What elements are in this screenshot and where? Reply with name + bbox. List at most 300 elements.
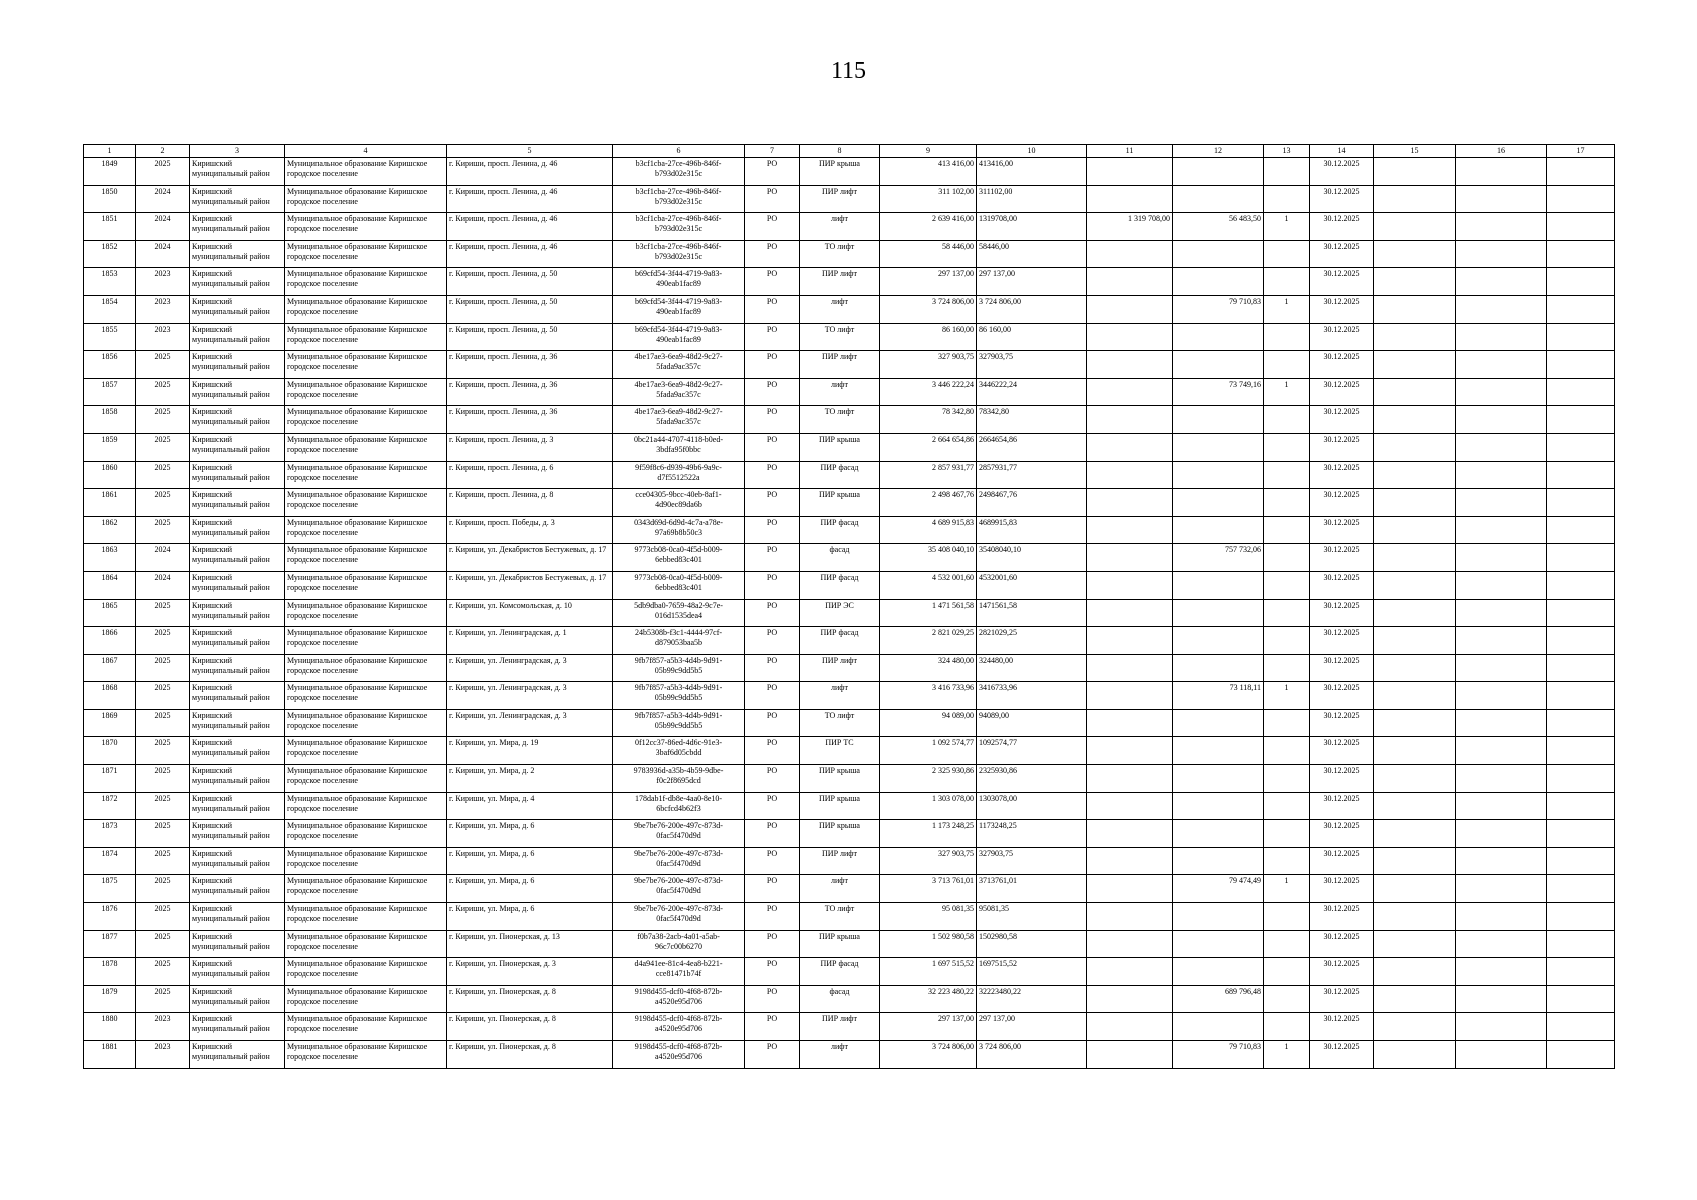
cell-district: Киришский муниципальный район	[190, 1041, 285, 1069]
cell-year: 2025	[136, 709, 190, 737]
cell-col-13	[1264, 461, 1310, 489]
cell-year: 2025	[136, 847, 190, 875]
cell-col-16	[1456, 1041, 1547, 1069]
cell-work-type: ПИР фасад	[800, 516, 880, 544]
cell-total-cost: 3 724 806,00	[880, 1041, 977, 1069]
cell-year: 2025	[136, 378, 190, 406]
cell-col-13	[1264, 158, 1310, 186]
cell-guid: b69cfd54-3f44-4719-9a83-490eab1fac89	[613, 268, 745, 296]
cell-work-type: ПИР лифт	[800, 847, 880, 875]
register-table	[83, 144, 1615, 1069]
cell-col-17	[1547, 516, 1615, 544]
cell-col-13	[1264, 351, 1310, 379]
cell-col-12	[1173, 654, 1264, 682]
cell-address: г. Кириши, ул. Пионерская, д. 8	[447, 1013, 613, 1041]
cell-municipality: Муниципальное образование Киришское городское поселение	[285, 654, 447, 682]
cell-col-16	[1456, 213, 1547, 241]
cell-deadline: 30.12.2025	[1310, 737, 1374, 765]
cell-col-16	[1456, 378, 1547, 406]
cell-deadline: 30.12.2025	[1310, 571, 1374, 599]
cell-guid: 9773cb08-0ca0-4f5d-b009-6ebbed83c401	[613, 571, 745, 599]
cell-cost-value: 2821029,25	[977, 627, 1087, 655]
table-row	[84, 627, 1615, 655]
cell-municipality: Муниципальное образование Киришское городское поселение	[285, 1041, 447, 1069]
cell-district: Киришский муниципальный район	[190, 240, 285, 268]
cell-row-number: 1879	[84, 985, 136, 1013]
cell-col-16	[1456, 571, 1547, 599]
cell-col-16	[1456, 516, 1547, 544]
cell-work-type: ПИР крыша	[800, 792, 880, 820]
cell-program: РО	[745, 627, 800, 655]
cell-program: РО	[745, 158, 800, 186]
cell-col-17	[1547, 627, 1615, 655]
cell-cost-value: 297 137,00	[977, 268, 1087, 296]
cell-program: РО	[745, 295, 800, 323]
column-header-3: 3	[190, 145, 285, 158]
cell-municipality: Муниципальное образование Киришское городское поселение	[285, 323, 447, 351]
cell-col-15	[1374, 351, 1456, 379]
cell-row-number: 1878	[84, 958, 136, 986]
cell-row-number: 1880	[84, 1013, 136, 1041]
cell-col-16	[1456, 433, 1547, 461]
cell-address: г. Кириши, ул. Пионерская, д. 3	[447, 958, 613, 986]
cell-col-17	[1547, 406, 1615, 434]
cell-col-12: 56 483,50	[1173, 213, 1264, 241]
cell-district: Киришский муниципальный район	[190, 378, 285, 406]
cell-address: г. Кириши, просп. Ленина, д. 50	[447, 295, 613, 323]
cell-row-number: 1854	[84, 295, 136, 323]
cell-guid: 24b5308b-f3c1-4444-97cf-d879053baa5b	[613, 627, 745, 655]
cell-district: Киришский муниципальный район	[190, 765, 285, 793]
header-row	[84, 145, 1615, 158]
cell-col-15	[1374, 930, 1456, 958]
cell-row-number: 1869	[84, 709, 136, 737]
cell-municipality: Муниципальное образование Киришское городское поселение	[285, 433, 447, 461]
cell-col-17	[1547, 903, 1615, 931]
cell-total-cost: 327 903,75	[880, 351, 977, 379]
table-row	[84, 544, 1615, 572]
cell-district: Киришский муниципальный район	[190, 820, 285, 848]
cell-col-12	[1173, 903, 1264, 931]
cell-col-13	[1264, 544, 1310, 572]
cell-col-12	[1173, 792, 1264, 820]
cell-deadline: 30.12.2025	[1310, 185, 1374, 213]
cell-year: 2024	[136, 571, 190, 599]
cell-col-15	[1374, 820, 1456, 848]
cell-district: Киришский муниципальный район	[190, 1013, 285, 1041]
cell-cost-value: 1697515,52	[977, 958, 1087, 986]
column-header-12: 12	[1173, 145, 1264, 158]
cell-work-type: ПИР крыша	[800, 820, 880, 848]
cell-guid: 0343d69d-6d9d-4c7a-a78e-97a69b8b50c3	[613, 516, 745, 544]
cell-total-cost: 3 446 222,24	[880, 378, 977, 406]
cell-cost-value: 1092574,77	[977, 737, 1087, 765]
cell-col-12	[1173, 709, 1264, 737]
cell-row-number: 1875	[84, 875, 136, 903]
cell-total-cost: 1 502 980,58	[880, 930, 977, 958]
cell-row-number: 1863	[84, 544, 136, 572]
cell-cost-value: 3713761,01	[977, 875, 1087, 903]
cell-col-11	[1087, 378, 1173, 406]
cell-total-cost: 1 173 248,25	[880, 820, 977, 848]
cell-guid: 9198d455-dcf0-4f68-872b-a4520e95d706	[613, 1013, 745, 1041]
cell-deadline: 30.12.2025	[1310, 875, 1374, 903]
cell-deadline: 30.12.2025	[1310, 433, 1374, 461]
cell-address: г. Кириши, просп. Ленина, д. 50	[447, 323, 613, 351]
cell-district: Киришский муниципальный район	[190, 571, 285, 599]
cell-municipality: Муниципальное образование Киришское городское поселение	[285, 516, 447, 544]
cell-total-cost: 32 223 480,22	[880, 985, 977, 1013]
cell-col-16	[1456, 765, 1547, 793]
cell-cost-value: 3 724 806,00	[977, 1041, 1087, 1069]
table-row	[84, 792, 1615, 820]
cell-municipality: Муниципальное образование Киришское городское поселение	[285, 875, 447, 903]
cell-col-11	[1087, 268, 1173, 296]
cell-row-number: 1858	[84, 406, 136, 434]
cell-deadline: 30.12.2025	[1310, 792, 1374, 820]
cell-deadline: 30.12.2025	[1310, 682, 1374, 710]
table-row	[84, 240, 1615, 268]
cell-work-type: ПИР крыша	[800, 433, 880, 461]
cell-deadline: 30.12.2025	[1310, 958, 1374, 986]
cell-work-type: ПИР лифт	[800, 268, 880, 296]
column-header-15: 15	[1374, 145, 1456, 158]
table-row	[84, 682, 1615, 710]
cell-col-13	[1264, 185, 1310, 213]
cell-col-11	[1087, 1041, 1173, 1069]
cell-municipality: Муниципальное образование Киришское городское поселение	[285, 682, 447, 710]
cell-district: Киришский муниципальный район	[190, 323, 285, 351]
cell-address: г. Кириши, просп. Ленина, д. 46	[447, 158, 613, 186]
cell-program: РО	[745, 958, 800, 986]
cell-col-12: 79 710,83	[1173, 295, 1264, 323]
cell-col-16	[1456, 268, 1547, 296]
cell-col-12	[1173, 489, 1264, 517]
cell-row-number: 1874	[84, 847, 136, 875]
cell-work-type: ПИР фасад	[800, 571, 880, 599]
cell-col-11	[1087, 351, 1173, 379]
cell-col-13	[1264, 654, 1310, 682]
cell-work-type: ПИР фасад	[800, 627, 880, 655]
cell-guid: cce04305-9bcc-40eb-8af1-4d90ec89da6b	[613, 489, 745, 517]
table-row	[84, 268, 1615, 296]
cell-work-type: ПИР ТС	[800, 737, 880, 765]
cell-total-cost: 1 092 574,77	[880, 737, 977, 765]
cell-guid: b69cfd54-3f44-4719-9a83-490eab1fac89	[613, 323, 745, 351]
cell-year: 2025	[136, 820, 190, 848]
cell-year: 2023	[136, 323, 190, 351]
cell-program: РО	[745, 240, 800, 268]
cell-row-number: 1870	[84, 737, 136, 765]
cell-col-16	[1456, 406, 1547, 434]
cell-program: РО	[745, 544, 800, 572]
cell-total-cost: 3 724 806,00	[880, 295, 977, 323]
cell-deadline: 30.12.2025	[1310, 1013, 1374, 1041]
cell-col-13	[1264, 599, 1310, 627]
cell-year: 2025	[136, 158, 190, 186]
cell-row-number: 1852	[84, 240, 136, 268]
cell-municipality: Муниципальное образование Киришское городское поселение	[285, 709, 447, 737]
cell-col-12	[1173, 571, 1264, 599]
cell-col-13	[1264, 765, 1310, 793]
cell-total-cost: 413 416,00	[880, 158, 977, 186]
cell-col-16	[1456, 158, 1547, 186]
cell-municipality: Муниципальное образование Киришское городское поселение	[285, 820, 447, 848]
cell-col-17	[1547, 295, 1615, 323]
column-header-7: 7	[745, 145, 800, 158]
table-row	[84, 489, 1615, 517]
cell-col-13	[1264, 930, 1310, 958]
cell-col-17	[1547, 654, 1615, 682]
cell-row-number: 1856	[84, 351, 136, 379]
cell-col-11	[1087, 627, 1173, 655]
cell-program: РО	[745, 709, 800, 737]
cell-col-12	[1173, 406, 1264, 434]
cell-work-type: лифт	[800, 875, 880, 903]
cell-deadline: 30.12.2025	[1310, 985, 1374, 1013]
cell-work-type: лифт	[800, 378, 880, 406]
column-header-4: 4	[285, 145, 447, 158]
cell-work-type: ПИР крыша	[800, 489, 880, 517]
table-row	[84, 378, 1615, 406]
cell-municipality: Муниципальное образование Киришское городское поселение	[285, 958, 447, 986]
cell-address: г. Кириши, просп. Ленина, д. 46	[447, 240, 613, 268]
column-header-8: 8	[800, 145, 880, 158]
cell-total-cost: 297 137,00	[880, 268, 977, 296]
cell-district: Киришский муниципальный район	[190, 627, 285, 655]
cell-district: Киришский муниципальный район	[190, 158, 285, 186]
cell-year: 2025	[136, 654, 190, 682]
cell-col-17	[1547, 351, 1615, 379]
cell-col-13: 1	[1264, 875, 1310, 903]
cell-col-12	[1173, 847, 1264, 875]
cell-district: Киришский муниципальный район	[190, 985, 285, 1013]
cell-district: Киришский муниципальный район	[190, 213, 285, 241]
cell-col-17	[1547, 875, 1615, 903]
cell-col-11	[1087, 158, 1173, 186]
cell-deadline: 30.12.2025	[1310, 930, 1374, 958]
cell-guid: b3cf1cba-27ce-496b-846f-b793d02e315c	[613, 158, 745, 186]
cell-col-16	[1456, 654, 1547, 682]
cell-cost-value: 94089,00	[977, 709, 1087, 737]
cell-col-17	[1547, 847, 1615, 875]
cell-municipality: Муниципальное образование Киришское городское поселение	[285, 268, 447, 296]
cell-district: Киришский муниципальный район	[190, 406, 285, 434]
cell-address: г. Кириши, ул. Пионерская, д. 8	[447, 985, 613, 1013]
cell-program: РО	[745, 268, 800, 296]
cell-year: 2025	[136, 737, 190, 765]
cell-work-type: лифт	[800, 213, 880, 241]
column-header-9: 9	[880, 145, 977, 158]
cell-district: Киришский муниципальный район	[190, 654, 285, 682]
cell-cost-value: 311102,00	[977, 185, 1087, 213]
cell-address: г. Кириши, ул. Ленинградская, д. 1	[447, 627, 613, 655]
cell-col-12	[1173, 820, 1264, 848]
cell-municipality: Муниципальное образование Киришское городское поселение	[285, 903, 447, 931]
cell-col-11	[1087, 682, 1173, 710]
cell-address: г. Кириши, ул. Пионерская, д. 13	[447, 930, 613, 958]
table-row	[84, 406, 1615, 434]
cell-address: г. Кириши, ул. Мира, д. 19	[447, 737, 613, 765]
cell-col-17	[1547, 765, 1615, 793]
cell-col-12	[1173, 737, 1264, 765]
cell-total-cost: 297 137,00	[880, 1013, 977, 1041]
cell-col-15	[1374, 544, 1456, 572]
cell-address: г. Кириши, просп. Ленина, д. 46	[447, 213, 613, 241]
cell-col-16	[1456, 930, 1547, 958]
cell-cost-value: 4689915,83	[977, 516, 1087, 544]
cell-row-number: 1851	[84, 213, 136, 241]
cell-year: 2025	[136, 985, 190, 1013]
cell-address: г. Кириши, просп. Ленина, д. 6	[447, 461, 613, 489]
cell-col-13	[1264, 323, 1310, 351]
cell-col-13	[1264, 792, 1310, 820]
cell-col-12	[1173, 516, 1264, 544]
cell-work-type: ТО лифт	[800, 903, 880, 931]
cell-cost-value: 1319708,00	[977, 213, 1087, 241]
cell-col-17	[1547, 599, 1615, 627]
cell-district: Киришский муниципальный район	[190, 351, 285, 379]
cell-total-cost: 1 303 078,00	[880, 792, 977, 820]
cell-row-number: 1855	[84, 323, 136, 351]
cell-municipality: Муниципальное образование Киришское городское поселение	[285, 737, 447, 765]
cell-year: 2025	[136, 903, 190, 931]
cell-district: Киришский муниципальный район	[190, 792, 285, 820]
cell-district: Киришский муниципальный район	[190, 903, 285, 931]
cell-cost-value: 95081,35	[977, 903, 1087, 931]
cell-year: 2025	[136, 351, 190, 379]
cell-row-number: 1873	[84, 820, 136, 848]
cell-program: РО	[745, 489, 800, 517]
cell-work-type: ПИР крыша	[800, 158, 880, 186]
cell-municipality: Муниципальное образование Киришское городское поселение	[285, 544, 447, 572]
cell-year: 2024	[136, 185, 190, 213]
cell-cost-value: 1303078,00	[977, 792, 1087, 820]
cell-guid: 4be17ae3-6ea9-48d2-9c27-5fada9ac357c	[613, 406, 745, 434]
cell-col-13	[1264, 406, 1310, 434]
cell-cost-value: 1173248,25	[977, 820, 1087, 848]
cell-col-13	[1264, 1013, 1310, 1041]
cell-col-13	[1264, 627, 1310, 655]
cell-district: Киришский муниципальный район	[190, 930, 285, 958]
cell-col-15	[1374, 571, 1456, 599]
cell-guid: 0f12cc37-86ed-4d6c-91e3-3baf6d05cbdd	[613, 737, 745, 765]
cell-col-12	[1173, 268, 1264, 296]
cell-total-cost: 2 664 654,86	[880, 433, 977, 461]
page-number: 115	[830, 58, 867, 84]
cell-col-13: 1	[1264, 682, 1310, 710]
cell-col-16	[1456, 985, 1547, 1013]
cell-district: Киришский муниципальный район	[190, 461, 285, 489]
cell-col-17	[1547, 1013, 1615, 1041]
cell-col-12	[1173, 158, 1264, 186]
cell-deadline: 30.12.2025	[1310, 847, 1374, 875]
table-row	[84, 958, 1615, 986]
cell-guid: 9be7be76-200e-497c-873d-0fac5f470d9d	[613, 847, 745, 875]
cell-deadline: 30.12.2025	[1310, 295, 1374, 323]
cell-address: г. Кириши, ул. Мира, д. 2	[447, 765, 613, 793]
cell-address: г. Кириши, просп. Ленина, д. 46	[447, 185, 613, 213]
cell-guid: 9fb7f857-a5b3-4d4b-9d91-05b99c9dd5b5	[613, 682, 745, 710]
table-row	[84, 461, 1615, 489]
cell-col-11	[1087, 847, 1173, 875]
cell-row-number: 1859	[84, 433, 136, 461]
cell-col-17	[1547, 433, 1615, 461]
cell-address: г. Кириши, просп. Ленина, д. 50	[447, 268, 613, 296]
cell-row-number: 1860	[84, 461, 136, 489]
table-row	[84, 599, 1615, 627]
cell-col-15	[1374, 323, 1456, 351]
cell-guid: f0b7a38-2acb-4a01-a5ab-96c7c00b6270	[613, 930, 745, 958]
cell-col-16	[1456, 599, 1547, 627]
cell-col-12: 79 474,49	[1173, 875, 1264, 903]
cell-row-number: 1877	[84, 930, 136, 958]
cell-col-15	[1374, 268, 1456, 296]
cell-cost-value: 413416,00	[977, 158, 1087, 186]
column-header-2: 2	[136, 145, 190, 158]
cell-row-number: 1865	[84, 599, 136, 627]
table-row	[84, 903, 1615, 931]
cell-district: Киришский муниципальный район	[190, 489, 285, 517]
cell-municipality: Муниципальное образование Киришское городское поселение	[285, 295, 447, 323]
cell-col-15	[1374, 875, 1456, 903]
cell-total-cost: 94 089,00	[880, 709, 977, 737]
cell-col-15	[1374, 489, 1456, 517]
table-row	[84, 820, 1615, 848]
cell-address: г. Кириши, ул. Ленинградская, д. 3	[447, 682, 613, 710]
cell-col-13	[1264, 240, 1310, 268]
cell-program: РО	[745, 654, 800, 682]
table-row	[84, 516, 1615, 544]
table-row	[84, 654, 1615, 682]
cell-col-11	[1087, 903, 1173, 931]
cell-deadline: 30.12.2025	[1310, 903, 1374, 931]
cell-municipality: Муниципальное образование Киришское городское поселение	[285, 765, 447, 793]
cell-guid: 9783936d-a35b-4b59-9dbe-f0c2f8695dcd	[613, 765, 745, 793]
cell-cost-value: 3416733,96	[977, 682, 1087, 710]
cell-col-17	[1547, 489, 1615, 517]
table-row	[84, 433, 1615, 461]
cell-col-13: 1	[1264, 295, 1310, 323]
cell-address: г. Кириши, ул. Мира, д. 6	[447, 875, 613, 903]
cell-year: 2023	[136, 1013, 190, 1041]
cell-col-11	[1087, 765, 1173, 793]
cell-program: РО	[745, 378, 800, 406]
cell-district: Киришский муниципальный район	[190, 268, 285, 296]
cell-work-type: ТО лифт	[800, 709, 880, 737]
cell-work-type: ПИР фасад	[800, 461, 880, 489]
cell-col-12	[1173, 323, 1264, 351]
cell-cost-value: 3 724 806,00	[977, 295, 1087, 323]
cell-total-cost: 327 903,75	[880, 847, 977, 875]
cell-col-12: 73 749,16	[1173, 378, 1264, 406]
cell-total-cost: 3 713 761,01	[880, 875, 977, 903]
cell-district: Киришский муниципальный район	[190, 682, 285, 710]
cell-district: Киришский муниципальный район	[190, 875, 285, 903]
cell-address: г. Кириши, ул. Мира, д. 6	[447, 847, 613, 875]
cell-col-17	[1547, 958, 1615, 986]
cell-municipality: Муниципальное образование Киришское городское поселение	[285, 406, 447, 434]
cell-program: РО	[745, 1041, 800, 1069]
column-header-16: 16	[1456, 145, 1547, 158]
cell-col-17	[1547, 213, 1615, 241]
cell-cost-value: 324480,00	[977, 654, 1087, 682]
cell-col-17	[1547, 820, 1615, 848]
cell-municipality: Муниципальное образование Киришское городское поселение	[285, 599, 447, 627]
cell-row-number: 1850	[84, 185, 136, 213]
cell-guid: 9be7be76-200e-497c-873d-0fac5f470d9d	[613, 903, 745, 931]
cell-col-17	[1547, 682, 1615, 710]
